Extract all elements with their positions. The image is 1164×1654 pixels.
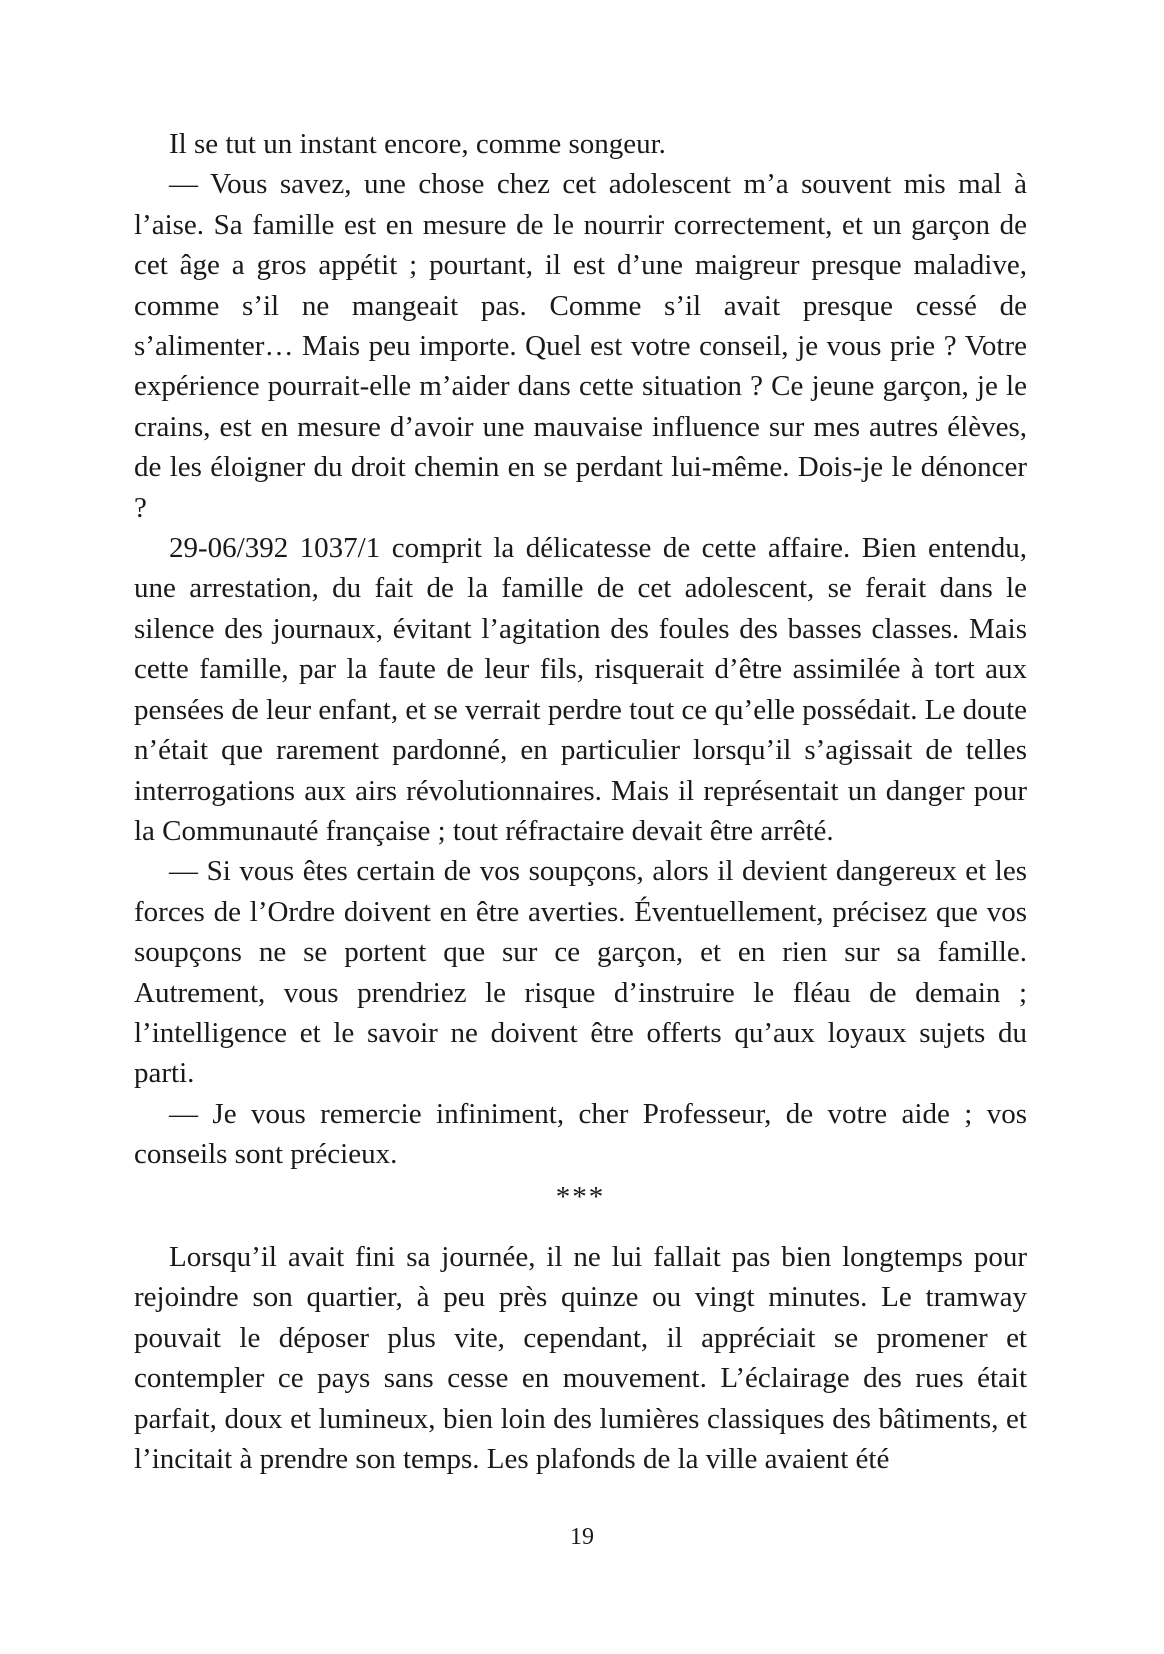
section-separator: *** [555, 1180, 606, 1213]
paragraph: Lorsqu’il avait fini sa journée, il ne lui fallait pas bien longtemps pour rejoindre son quartier, à peu près quinze ou vingt minutes. Le tramway pouvait le déposer plus vite, cependant, il appréciait se promener et contempler ce pays sans cesse en mouvement. L’éclairage des rues était parfait, doux et lumineux, bien loin des lumières classiques des bâtiments, et l’incitait à prendre son temps. Les plafonds de la ville avaient été [134, 1240, 1027, 1475]
body-text [134, 124, 1027, 1479]
page-number: 19 [570, 1524, 594, 1550]
paragraph: — Je vous remercie infiniment, cher Professeur, de votre aide ; vos conseils sont précieux. [134, 1097, 1027, 1171]
paragraph: 29-06/392 1037/1 comprit la délicatesse de cette affaire. Bien entendu, une arrestation, du fait de la famille de cet adolescent, se ferait dans le silence des journaux, évitant l’agitation des foules des basses classes. Mais cette famille, par la faute de leur fils, risquerait d’être assimilée à tort aux pensées de leur enfant, et se verrait perdre tout ce qu’elle possédait. Le doute n’était que rarement pardonné, en particulier lorsqu’il s’agissait de telles interrogations aux airs révolutionnaires. Mais il représentait un danger pour la Communauté française ; tout réfractaire devait être arrêté. [134, 532, 1027, 847]
paragraph: Il se tut un instant encore, comme songeur. [169, 128, 666, 160]
paragraph: — Vous savez, une chose chez cet adolescent m’a souvent mis mal à l’aise. Sa famille est en mesure de le nourrir correctement, et un garçon de cet âge a gros appétit ; pourtant, il est d’une maigreur presque maladive, comme s’il ne mangeait pas. Comme s’il avait presque cessé de s’alimenter… Mais peu importe. Quel est votre conseil, je vous prie ? Votre expérience pourrait-elle m’aider dans cette situation ? Ce jeune garçon, je le crains, est en mesure d’avoir une mauvaise influence sur mes autres élèves, de les éloigner du droit chemin en se perdant lui-même. Dois-je le dénoncer ? [134, 168, 1027, 524]
paragraph: — Si vous êtes certain de vos soupçons, alors il devient dangereux et les forces de l’Ordre doivent en être averties. Éventuellement, précisez que vos soupçons ne se portent que sur ce garçon, et en rien sur sa famille. Autrement, vous prendriez le risque d’instruire le fléau de demain ; l’intelligence et le savoir ne doivent être offerts qu’aux loyaux sujets du parti. [134, 855, 1027, 1090]
